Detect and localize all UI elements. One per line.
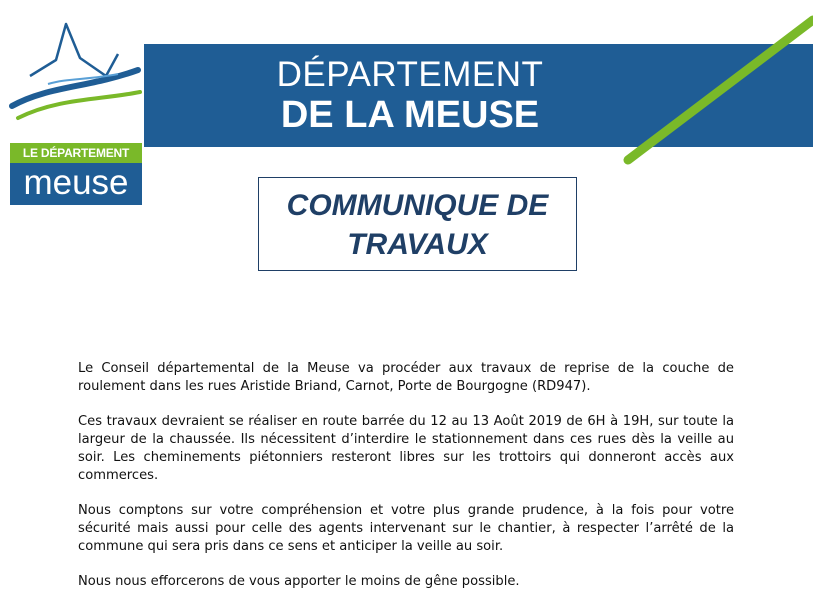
body-paragraph: Ces travaux devraient se réaliser en route barrée du 12 au 13 Août 2019 de 6H à 19H, sur toute la largeur de la chaussée. Ils nécessitent d’interdire le stationnement dans ces rues dès la veille au soir. Les cheminements piétonniers resteront libres sur les trottoirs qui donneront accès aux commerces. xyxy=(78,414,734,483)
logo-label-bottom: meuse xyxy=(10,163,142,205)
notice-body xyxy=(78,360,734,608)
banner-title xyxy=(260,56,560,136)
banner-title-line1: DÉPARTEMENT xyxy=(276,55,544,94)
banner-title-line2: DE LA MEUSE xyxy=(280,94,540,136)
meuse-logo-mark-icon xyxy=(8,14,144,126)
department-logo xyxy=(8,14,144,202)
body-paragraph: Nous comptons sur votre compréhension et votre plus grande prudence, à la fois pour votre sécurité mais aussi pour celle des agents intervenant sur le chantier, à respecter l’arrêté de la commune qui sera pris dans ce sens et anticiper la veille au soir. xyxy=(78,503,734,554)
body-paragraph: Nous nous efforcerons de vous apporter le moins de gêne possible. xyxy=(78,574,520,589)
logo-label-top: LE DÉPARTEMENT xyxy=(10,143,142,163)
body-paragraph: Le Conseil départemental de la Meuse va procéder aux travaux de reprise de la couche de roulement dans les rues Aristide Briand, Carnot, Porte de Bourgogne (RD947). xyxy=(78,361,734,394)
notice-heading: COMMUNIQUE DE TRAVAUX xyxy=(258,177,577,271)
